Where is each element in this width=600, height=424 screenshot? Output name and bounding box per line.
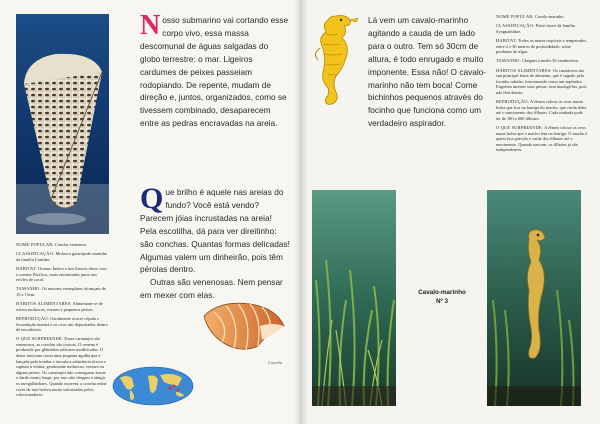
fact-item: CLASSIFICAÇÃO: Peixe ósseo da família Syngnathidae. — [496, 23, 575, 34]
cone-shell-facts — [16, 242, 108, 401]
fact-item: NOME POPULAR: Concha venenosa. — [16, 242, 87, 247]
fact-item: TAMANHO: Chegam a medir 30 centímetros. — [496, 58, 580, 64]
cone-shell-photo — [16, 14, 109, 234]
fact-item: NOME POPULAR: Cavalo-marinho. — [496, 14, 565, 19]
fact-item: HABITAT: Oceano Índico e nos litorais desse com o oceano Pacífico, mais encontradas junto aos recifes de coral. — [16, 265, 107, 283]
fact-item: HÁBITOS ALIMENTARES: Os crustáceos são sua principal fonte de alimento, que é sugado pelo focinho tubular, funcionando como um aspirador. Engolem inteiras suas presas, sem mastigá-las, pois não têm dentes. — [496, 67, 587, 95]
seahorse-paragraph: Lá vem um cavalo-marinho agitando a cauda de um lado para o outro. Tem só 30cm de altura, é todo enrugado e muito imponente. Essa não! O cavalo-marinho não tem boca! Come bichinhos pequenos através do focinho que funciona como um verdadeiro aspirador. — [368, 15, 487, 129]
fact-item: O QUE SURPREENDE: Esses caramujos são venenosos, as conchas são tóxicas. O veneno é produzido por glândulas salivares modificadas. O dente funciona como uma pequena agulha que é lançada pela tromba e inocula a substância tóxica e captura a vítima, geralmente moluscos, vermes ou alguns peixes. Os caramujos não conseguem atacar o dardo muito longe, por isso não chegam a atingir os mergulhadores. Quando morrem, a concha reúne cores de rara beleza muito valorizadas pelos colecionadores. — [16, 336, 107, 398]
fact-item: HÁBITOS ALIMENTARES: Alimentam-se de outros moluscos, vermes e pequenos peixes. — [16, 301, 103, 312]
shells-paragraph: Que brilho é aquele nas areias do fundo? Você está vendo? Parecem jóias incrustadas na areia! Pela escotilha, dá para ver direitinho: são conchas. Quantas formas delicadas! Algumas valem um dinheirão, pois têm pérolas dentro. Outras são venenosas. Nem pensar em mexer com elas. — [140, 182, 290, 301]
dropcap-q: Q — [140, 182, 164, 215]
intro-paragraph: Nosso submarino vai cortando esse corpo vivo, essa massa descomunal de águas salgadas do globo terrestre: o mar. Ligeiros cardumes de peixes passeiam rodopiando. De repente, mudam de direção e, juntos, organizados, como se tivessem combinado, desaparecem entre as pedras encravadas na areia. — [140, 10, 289, 129]
conch-illustration — [200, 296, 286, 356]
seagrass-photo — [312, 190, 396, 406]
fact-item: CLASSIFICAÇÃO: Molusco gastrópode marinho da família Conidae. — [16, 251, 107, 262]
species-label: Cavalo-marinho Nº 3 — [418, 289, 466, 305]
seahorse-facts — [496, 14, 588, 157]
dropcap-n: N — [140, 10, 161, 41]
distribution-world-map — [112, 366, 194, 406]
fact-item: HABITAT: Todos os mares tropicais e temperados, entre 2 e 30 metros de profundidade, sobre pradarias de algas. — [496, 37, 588, 55]
fact-item: REPRODUÇÃO: Geralmente ocorre cópula e fecundação interna e os ovos são depositados dentro de envoltórios. — [16, 315, 108, 333]
conch-caption: Concha — [268, 360, 282, 365]
seahorse-photo — [487, 190, 581, 406]
fact-item: O QUE SURPREENDE: A fêmea coloca os ovos numa bolsa que o macho tem na barriga. O macho é quem fica grávido e cuida dos filhotes até o nascimento. Quando nascem, os filhotes já são independentes. — [496, 125, 588, 153]
fact-item: REPRODUÇÃO: A fêmea coloca os ovos numa bolsa que fica na barriga do macho, que cuida deles até o nascimento dos filhotes. Cada ninhada pode ter de 100 a 600 filhotes. — [496, 99, 587, 121]
fact-item: TAMANHO: Os maiores exemplares alcançam de 10 a 15cm. — [16, 286, 106, 297]
